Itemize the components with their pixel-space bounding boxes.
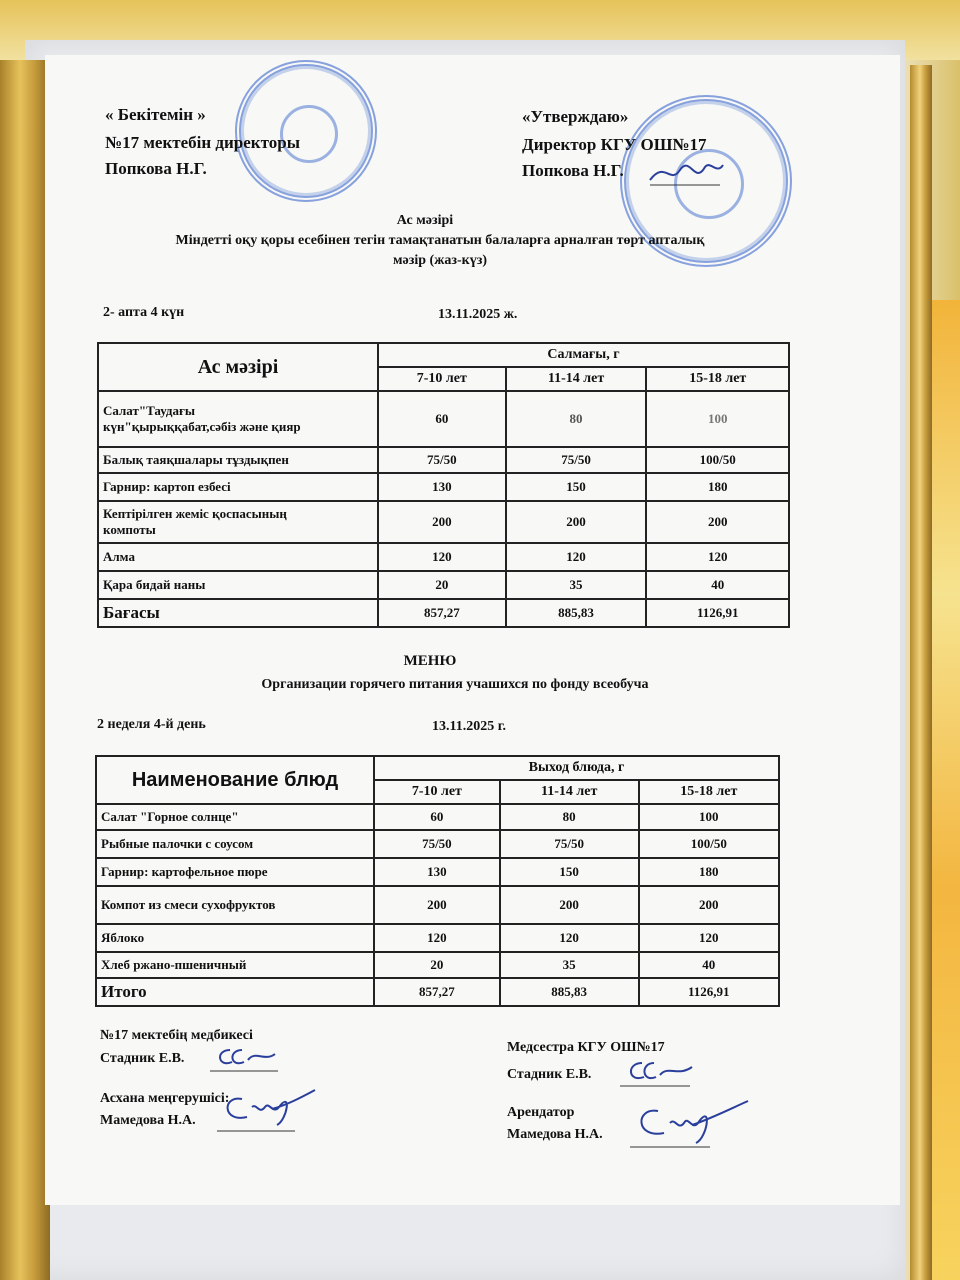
approve-right-line1: «Утверждаю»: [522, 107, 629, 126]
portion-value: 120: [506, 543, 647, 571]
total-value: 857,27: [378, 599, 506, 627]
table-row: [98, 473, 789, 501]
table-row: [98, 447, 789, 473]
portion-value: 130: [378, 473, 506, 501]
table-row-total: [96, 978, 779, 1006]
portion-value: 35: [500, 952, 639, 978]
total-value: 1126,91: [639, 978, 779, 1006]
signature-director-right: [645, 155, 725, 190]
portion-value: 120: [374, 924, 500, 952]
table-row-total: [98, 599, 789, 627]
ru-age-header: 15-18 лет: [639, 780, 779, 804]
portion-value: 200: [506, 501, 647, 543]
ru-menu-table: [95, 755, 780, 1007]
approve-left-line2: №17 мектебін директоры: [105, 133, 300, 152]
ru-menu-title: МЕНЮ: [403, 653, 457, 669]
kz-nurse-title: №17 мектебің медбикесі: [100, 1028, 253, 1043]
table-row: [96, 886, 779, 924]
table-row: [96, 952, 779, 978]
portion-value: 35: [506, 571, 647, 599]
portion-value: 200: [374, 886, 500, 924]
total-value: 1126,91: [646, 599, 789, 627]
dish-name: Яблоко: [96, 924, 374, 952]
portion-value: 75/50: [506, 447, 647, 473]
ru-nurse-title: Медсестра КГУ ОШ№17: [507, 1040, 665, 1055]
portion-value: 100: [646, 391, 789, 447]
signature-tenant-right: [630, 1097, 750, 1152]
portion-value: 130: [374, 858, 500, 886]
ru-date: 13.11.2025 г.: [432, 719, 507, 734]
kz-age-header: 15-18 лет: [646, 367, 789, 391]
kz-menu-subtitle-1: Міндетті оқу қоры есебінен тегін тамақтанатын балаларға арналған төрт апталық: [175, 233, 705, 248]
signature-nurse-left: [210, 1040, 280, 1075]
portion-value: 75/50: [500, 830, 639, 858]
table-row: [98, 391, 789, 447]
dish-name: Хлеб ржано-пшеничный: [96, 952, 374, 978]
portion-value: 150: [500, 858, 639, 886]
portion-value: 20: [374, 952, 500, 978]
kz-cook-name: Мамедова Н.А.: [100, 1113, 196, 1128]
portion-value: 150: [506, 473, 647, 501]
total-label: Бағасы: [98, 599, 378, 627]
portion-value: 100: [639, 804, 779, 830]
kz-nurse-name: Стадник Е.В.: [100, 1051, 185, 1066]
portion-value: 120: [646, 543, 789, 571]
kz-age-header: 11-14 лет: [506, 367, 647, 391]
ru-age-header: 11-14 лет: [500, 780, 639, 804]
signature-cook-left: [217, 1085, 317, 1135]
ru-tenant-title: Арендатор: [507, 1105, 575, 1120]
portion-value: 100/50: [639, 830, 779, 858]
approve-right-line3: Попкова Н.Г.: [522, 161, 624, 180]
gold-frame-left: [0, 60, 50, 1280]
table-row: [98, 501, 789, 543]
ru-week-day: 2 неделя 4-й день: [97, 717, 206, 732]
kz-menu-subtitle-2: мәзір (жаз-күз): [392, 253, 487, 268]
portion-value: 120: [378, 543, 506, 571]
portion-value: 80: [506, 391, 647, 447]
kz-col-group-header: Салмағы, г: [378, 343, 789, 367]
menu-sheet: [45, 55, 900, 1205]
approve-left-line3: Попкова Н.Г.: [105, 159, 207, 178]
table-row: [96, 924, 779, 952]
dish-name-cont: компоты: [103, 522, 156, 537]
portion-value: 75/50: [374, 830, 500, 858]
portion-value: 75/50: [378, 447, 506, 473]
portion-value: 40: [646, 571, 789, 599]
kz-col-name-header: Ас мәзірі: [98, 343, 378, 391]
total-value: 885,83: [506, 599, 647, 627]
total-value: 885,83: [500, 978, 639, 1006]
portion-value: 200: [500, 886, 639, 924]
dish-name: Салат"Таудағы: [103, 403, 196, 418]
portion-value: 60: [378, 391, 506, 447]
dish-name: Рыбные палочки с соусом: [96, 830, 374, 858]
portion-value: 200: [639, 886, 779, 924]
portion-value: 200: [646, 501, 789, 543]
table-row: [98, 571, 789, 599]
approve-right-line2: Директор КГУ ОШ№17: [522, 135, 707, 154]
table-row: [98, 543, 789, 571]
kz-date: 13.11.2025 ж.: [438, 307, 518, 322]
portion-value: 180: [639, 858, 779, 886]
dish-name: Алма: [98, 543, 378, 571]
ru-tenant-name: Мамедова Н.А.: [507, 1127, 603, 1142]
dish-name: Компот из смеси сухофруктов: [96, 886, 374, 924]
background-wall-right: [932, 300, 960, 1280]
table-row: [96, 830, 779, 858]
signature-nurse-right: [620, 1055, 695, 1090]
portion-value: 20: [378, 571, 506, 599]
gold-frame-right: [910, 65, 932, 1280]
ru-age-header: 7-10 лет: [374, 780, 500, 804]
portion-value: 120: [639, 924, 779, 952]
portion-value: 80: [500, 804, 639, 830]
dish-name-cont: күн"қырыққабат,сәбіз және қияр: [103, 419, 301, 434]
dish-name: Қара бидай наны: [98, 571, 378, 599]
dish-name: Салат "Горное солнце": [96, 804, 374, 830]
ru-col-name-header: Наименование блюд: [96, 756, 374, 804]
kz-menu-table: [97, 342, 790, 628]
table-row: [96, 858, 779, 886]
kz-age-header: 7-10 лет: [378, 367, 506, 391]
ru-nurse-name: Стадник Е.В.: [507, 1067, 592, 1082]
portion-value: 180: [646, 473, 789, 501]
kz-menu-title: Ас мәзірі: [396, 213, 454, 228]
stamp-left-seal: [235, 60, 377, 202]
dish-name: Кептірілген жеміс қоспасының: [103, 506, 287, 521]
total-label: Итого: [96, 978, 374, 1006]
approve-left-line1: « Бекітемін »: [105, 105, 206, 124]
table-row: [96, 804, 779, 830]
portion-value: 120: [500, 924, 639, 952]
ru-col-group-header: Выход блюда, г: [374, 756, 779, 780]
ru-menu-subtitle: Организации горячего питания учашихся по фонду всеобуча: [261, 677, 649, 692]
kz-week-day: 2- апта 4 күн: [103, 305, 185, 320]
portion-value: 100/50: [646, 447, 789, 473]
kz-cook-title: Асхана меңгерушісі:: [100, 1091, 230, 1106]
total-value: 857,27: [374, 978, 500, 1006]
dish-name: Гарнир: картофельное пюре: [96, 858, 374, 886]
portion-value: 200: [378, 501, 506, 543]
dish-name: Балық таяқшалары тұздықпен: [98, 447, 378, 473]
portion-value: 60: [374, 804, 500, 830]
portion-value: 40: [639, 952, 779, 978]
dish-name: Гарнир: картоп езбесі: [98, 473, 378, 501]
